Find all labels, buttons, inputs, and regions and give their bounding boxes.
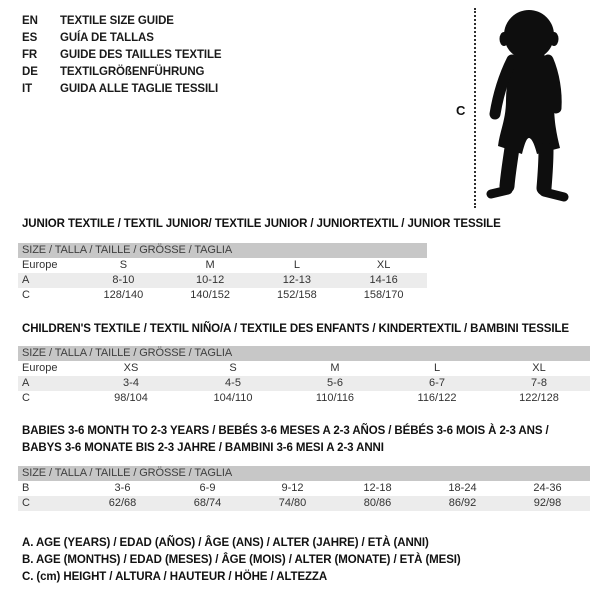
- language-code: IT: [22, 83, 33, 95]
- size-cell: S: [229, 362, 237, 374]
- size-cell: XL: [376, 259, 391, 271]
- size-cell: S: [119, 259, 128, 271]
- height-cell: 98/104: [114, 392, 148, 404]
- size-header-bar: SIZE / TALLA / TAILLE / GRÖSSE / TAGLIA: [18, 346, 590, 361]
- size-header-bar: SIZE / TALLA / TAILLE / GRÖSSE / TAGLIA: [18, 466, 590, 481]
- row-label: Europe: [22, 362, 58, 374]
- table-row-height: [18, 288, 427, 303]
- language-code: ES: [22, 32, 38, 44]
- language-code: DE: [22, 66, 38, 78]
- row-label: Europe: [22, 259, 58, 271]
- children-table-title: CHILDREN'S TEXTILE / TEXTIL NIÑO/A / TEXTILE DES ENFANTS / KINDERTEXTIL / BAMBINI TESSILE: [22, 323, 569, 335]
- age-cell: 24-36: [533, 482, 562, 494]
- legend-note-c: C. (cm) HEIGHT / ALTURA / HAUTEUR / HÖHE / ALTEZZA: [22, 571, 328, 583]
- language-row: [22, 81, 222, 98]
- language-row: [22, 30, 222, 47]
- table-row-height: [18, 391, 590, 406]
- table-row-europe: [18, 258, 427, 273]
- baby-silhouette-icon: [482, 8, 574, 206]
- table-row-europe: [18, 361, 590, 376]
- height-dashed-line: [474, 8, 476, 208]
- height-cell: 86/92: [448, 497, 477, 509]
- height-cell: 128/140: [103, 289, 144, 301]
- row-label: A: [22, 377, 30, 389]
- age-cell: 18-24: [448, 482, 477, 494]
- size-cell: M: [205, 259, 215, 271]
- height-cell: 104/110: [213, 392, 253, 404]
- age-cell: 3-4: [123, 377, 139, 389]
- height-cell: 110/116: [315, 392, 355, 404]
- legend-notes: [22, 535, 461, 586]
- size-cell: XL: [532, 362, 546, 374]
- height-cell: 62/68: [108, 497, 137, 509]
- age-cell: 12-18: [363, 482, 392, 494]
- legend-note-a: A. AGE (YEARS) / EDAD (AÑOS) / ÂGE (ANS) / ALTER (JAHRE) / ETÀ (ANNI): [22, 537, 429, 549]
- height-cell: 92/98: [533, 497, 562, 509]
- age-cell: 3-6: [114, 482, 131, 494]
- table-row-age-months: [18, 481, 590, 496]
- guide-title-de: TEXTILGRÖßENFÜHRUNG: [60, 66, 205, 78]
- table-row-age: [18, 376, 590, 391]
- row-label: C: [22, 289, 30, 301]
- height-cell: 158/170: [363, 289, 404, 301]
- legend-note-b: B. AGE (MONTHS) / EDAD (MESES) / ÂGE (MOIS) / ALTER (MONATE) / ETÀ (MESI): [22, 554, 461, 566]
- height-cell: 74/80: [278, 497, 307, 509]
- junior-size-table: [18, 243, 427, 303]
- size-cell: M: [330, 362, 340, 374]
- table-row-age: [18, 273, 427, 288]
- language-row: [22, 64, 222, 81]
- height-cell: 68/74: [193, 497, 222, 509]
- size-header-bar: SIZE / TALLA / TAILLE / GRÖSSE / TAGLIA: [18, 243, 427, 258]
- age-cell: 6-7: [429, 377, 445, 389]
- age-cell: 10-12: [196, 274, 225, 286]
- guide-title-it: GUIDA ALLE TAGLIE TESSILI: [60, 83, 219, 95]
- babies-table-title-line2: BABYS 3-6 MONATE BIS 2-3 JAHRE / BAMBINI 3-6 MESI A 2-3 ANNI: [22, 442, 384, 454]
- height-cell: 152/158: [276, 289, 317, 301]
- row-label: B: [22, 482, 30, 494]
- language-title-list: [22, 13, 222, 98]
- height-cell: 140/152: [190, 289, 230, 301]
- height-cell: 80/86: [363, 497, 392, 509]
- children-size-table: [18, 346, 590, 406]
- age-cell: 6-9: [199, 482, 216, 494]
- age-cell: 5-6: [327, 377, 343, 389]
- age-cell: 14-16: [369, 274, 398, 286]
- height-cell: 116/122: [417, 392, 457, 404]
- language-row: [22, 13, 222, 30]
- babies-size-table: [18, 466, 590, 511]
- guide-title-en: TEXTILE SIZE GUIDE: [60, 15, 174, 27]
- language-code: FR: [22, 49, 38, 61]
- language-code: EN: [22, 15, 38, 27]
- junior-table-title: JUNIOR TEXTILE / TEXTIL JUNIOR/ TEXTILE JUNIOR / JUNIORTEXTIL / JUNIOR TESSILE: [22, 218, 501, 230]
- row-label: C: [22, 392, 30, 404]
- babies-table-title-line1: BABIES 3-6 MONTH TO 2-3 YEARS / BEBÉS 3-6 MESES A 2-3 AÑOS / BÉBÉS 3-6 MOIS À 2-3 ANS /: [22, 425, 549, 437]
- age-cell: 7-8: [531, 377, 547, 389]
- age-cell: 4-5: [225, 377, 241, 389]
- size-cell: L: [433, 362, 441, 374]
- guide-title-es: GUÍA DE TALLAS: [60, 32, 154, 44]
- guide-title-fr: GUIDE DES TAILLES TEXTILE: [60, 49, 222, 61]
- row-label: C: [22, 497, 30, 509]
- language-row: [22, 47, 222, 64]
- height-cell: 122/128: [519, 392, 559, 404]
- height-measure-label: C: [456, 103, 466, 118]
- table-row-height: [18, 496, 590, 511]
- age-cell: 8-10: [112, 274, 135, 286]
- row-label: A: [22, 274, 30, 286]
- age-cell: 9-12: [281, 482, 304, 494]
- age-cell: 12-13: [282, 274, 311, 286]
- size-cell: XS: [123, 362, 139, 374]
- size-cell: L: [293, 259, 300, 271]
